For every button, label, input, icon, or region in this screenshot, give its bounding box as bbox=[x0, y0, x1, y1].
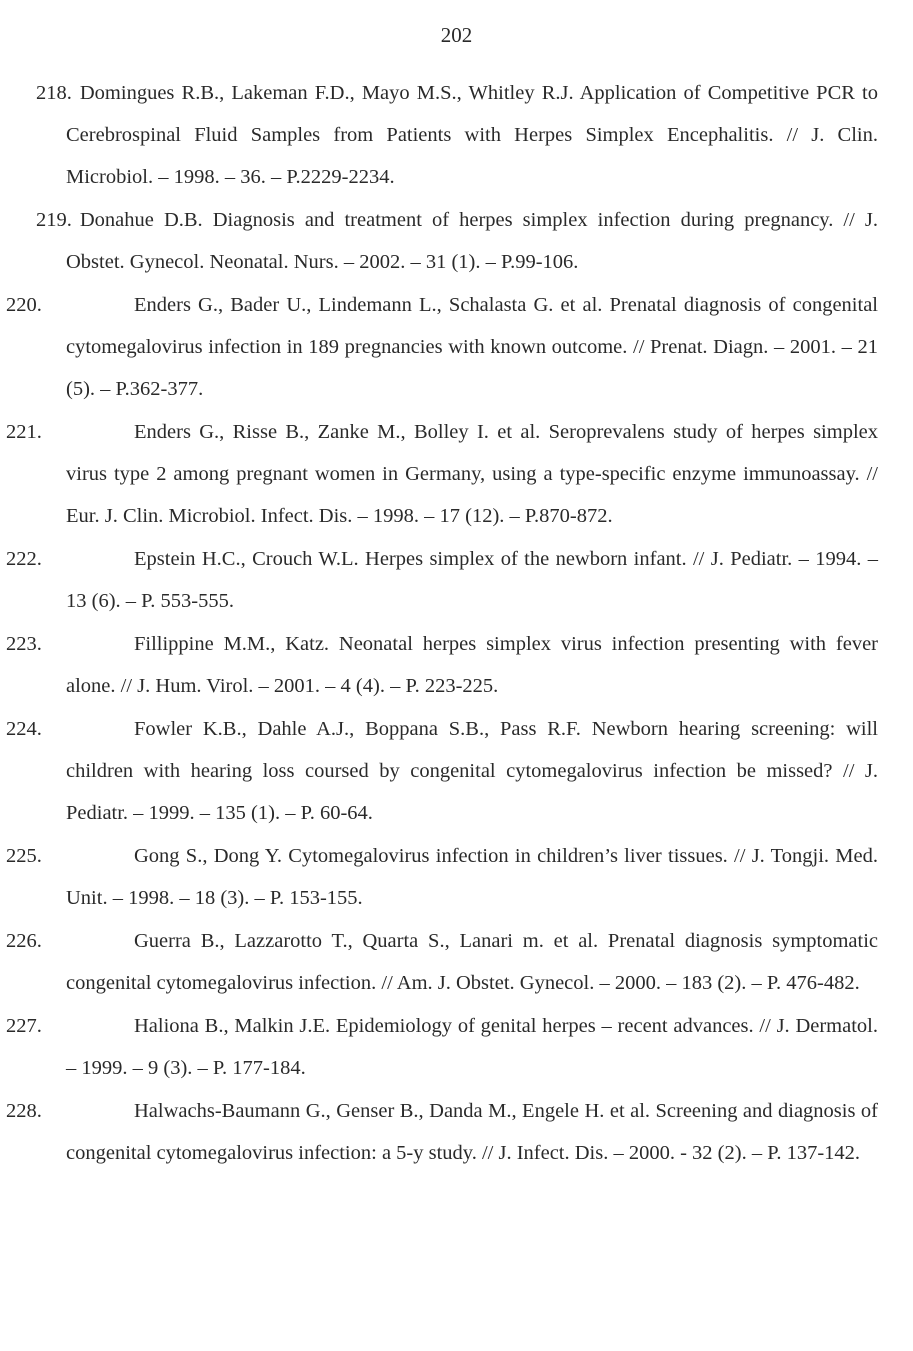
reference-list bbox=[6, 72, 878, 1175]
reference-text: Gong S., Dong Y. Cytomegalovirus infection in children’s liver tissues. // J. Tongji. Med. Unit. – 1998. – 18 (3). – P. 153-155. bbox=[66, 845, 878, 909]
reference-text: Haliona B., Malkin J.E. Epidemiology of genital herpes – recent advances. // J. Dermatol. – 1999. – 9 (3). – P. 177-184. bbox=[66, 1015, 878, 1079]
reference-text: Enders G., Risse B., Zanke M., Bolley I. et al. Seroprevalens study of herpes simplex virus type 2 among pregnant women in Germany, using a type-specific enzyme immunoassay. // Eur. J. Clin. Microbiol. Infect. Dis. – 1998. – 17 (12). – P.870-872. bbox=[66, 421, 878, 527]
reference-number: 223. bbox=[6, 633, 42, 655]
reference-text: Fowler K.B., Dahle A.J., Boppana S.B., Pass R.F. Newborn hearing screening: will children with hearing loss coursed by congenital cytomegalovirus infection be missed? // J. Pediatr. – 1999. – 135 (1). – P. 60-64. bbox=[66, 718, 878, 824]
reference-number: 219. bbox=[36, 209, 72, 231]
reference-text: Fillippine M.M., Katz. Neonatal herpes simplex virus infection presenting with fever alone. // J. Hum. Virol. – 2001. – 4 (4). – P. 223-225. bbox=[66, 633, 878, 697]
reference-number: 228. bbox=[6, 1100, 42, 1122]
page-number: 202 bbox=[440, 23, 473, 47]
reference-item bbox=[6, 920, 878, 1004]
reference-text: Donahue D.B. Diagnosis and treatment of herpes simplex infection during pregnancy. // J. Obstet. Gynecol. Neonatal. Nurs. – 2002. – 31 (1). – P.99-106. bbox=[66, 209, 878, 273]
reference-item bbox=[6, 623, 878, 707]
reference-item bbox=[36, 199, 878, 283]
reference-number: 221. bbox=[6, 421, 42, 443]
reference-item bbox=[6, 1005, 878, 1089]
reference-number: 227. bbox=[6, 1015, 42, 1037]
reference-item bbox=[36, 72, 878, 198]
reference-item bbox=[6, 1090, 878, 1174]
reference-text: Guerra B., Lazzarotto T., Quarta S., Lanari m. et al. Prenatal diagnosis symptomatic congenital cytomegalovirus infection. // Am. J. Obstet. Gynecol. – 2000. – 183 (2). – P. 476-482. bbox=[66, 930, 878, 994]
reference-text: Halwachs-Baumann G., Genser B., Danda M., Engele H. et al. Screening and diagnosis of congenital cytomegalovirus infection: a 5-y study. // J. Infect. Dis. – 2000. - 32 (2). – P. 137-142. bbox=[66, 1100, 878, 1164]
reference-number: 224. bbox=[6, 718, 42, 740]
reference-number: 222. bbox=[6, 548, 42, 570]
reference-item bbox=[6, 284, 878, 410]
reference-text: Enders G., Bader U., Lindemann L., Schalasta G. et al. Prenatal diagnosis of congenital cytomegalovirus infection in 189 pregnancies with known outcome. // Prenat. Diagn. – 2001. – 21 (5). – P.362-377. bbox=[66, 294, 878, 400]
reference-text: Domingues R.B., Lakeman F.D., Mayo M.S., Whitley R.J. Application of Competitive PCR to Cerebrospinal Fluid Samples from Patients with Herpes Simplex Encephalitis. // J. Clin. Microbiol. – 1998. – 36. – P.2229-2234. bbox=[66, 82, 878, 188]
reference-item bbox=[6, 835, 878, 919]
reference-number: 218. bbox=[36, 82, 72, 104]
reference-item bbox=[6, 708, 878, 834]
reference-number: 220. bbox=[6, 294, 42, 316]
reference-text: Epstein H.C., Crouch W.L. Herpes simplex of the newborn infant. // J. Pediatr. – 1994. – 13 (6). – P. 553-555. bbox=[66, 548, 878, 612]
reference-number: 225. bbox=[6, 845, 42, 867]
reference-item bbox=[6, 538, 878, 622]
reference-item bbox=[6, 411, 878, 537]
reference-number: 226. bbox=[6, 930, 42, 952]
